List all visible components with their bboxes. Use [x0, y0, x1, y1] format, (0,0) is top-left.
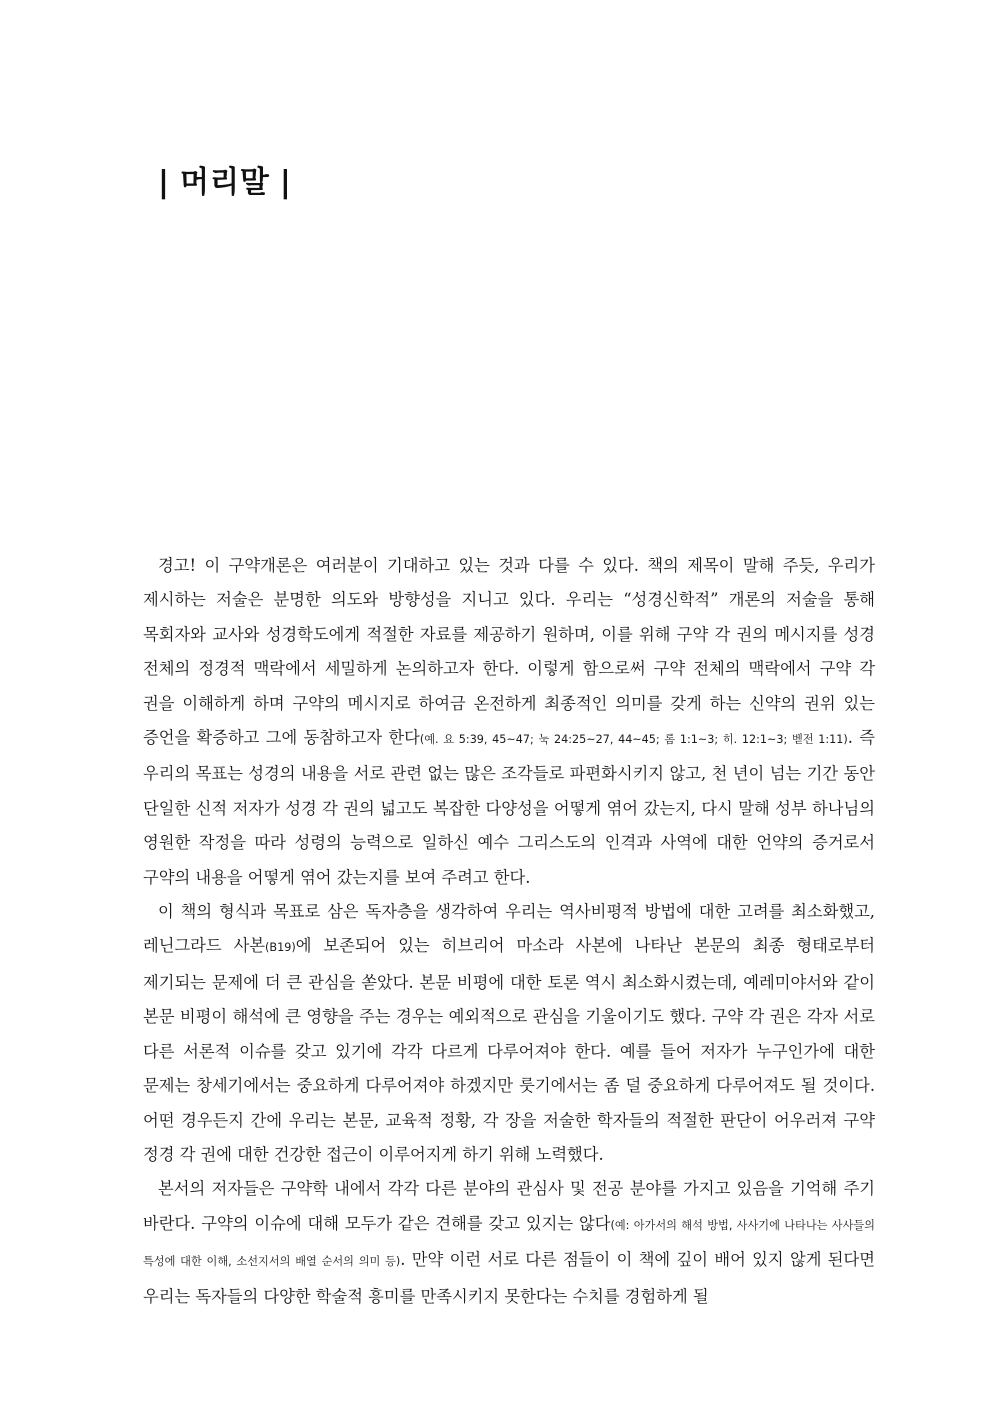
page-title	[158, 163, 292, 203]
paragraph-text: 이 책의 형식과 목표로 삼은 독자층을 생각하여 우리는 역사비평적 방법에 대한 고려를 최소화했고, 레닌그라드 사본	[143, 902, 875, 956]
paragraph-3	[143, 1172, 875, 1314]
manuscript-code: (B19)	[265, 941, 296, 955]
examples-note: (예: 아가서의 해석 방법, 사사기에 나타나는 사사들의 특성에 대한 이해, 소선지서의 배열 순서의 의미 등)	[143, 1218, 875, 1269]
body-text	[143, 549, 875, 1314]
paragraph-text: . 즉 우리의 목표는 성경의 내용을 서로 관련 없는 많은 조각들로 파편화시키지 않고, 천 년이 넘는 기간 동안 단일한 신적 저자가 성경 각 권의 넓고도 복잡한 다양성을 어떻게 엮어 갔는지, 다시 말해 성부 하나님의 영원한 작정을 따라 성령의 능력으로 일하신 예수 그리스도의 인격과 사역에 대한 언약의 증거로서 구약의 내용을 어떻게 엮어 갔는지를 보여 주려고 한다.	[143, 728, 875, 887]
paragraph-text: 에 보존되어 있는 히브리어 마소라 사본에 나타난 본문의 최종 형태로부터 제기되는 문제에 더 큰 관심을 쏟았다. 본문 비평에 대한 토론 역시 최소화시켰는데, 예레미야서와 같이 본문 비평이 해석에 큰 영향을 주는 경우는 예외적으로 관심을 기울이기도 했다. 구약 각 권은 각자 서로 다른 서론적 이슈를 갖고 있기에 각각 다르게 다루어져야 한다. 예를 들어 저자가 누구인가에 대한 문제는 창세기에서는 중요하게 다루어져야 하겠지만 룻기에서는 좀 덜 중요하게 다루어져도 될 것이다. 어떤 경우든지 간에 우리는 본문, 교육적 정황, 각 장을 저술한 학자들의 적절한 판단이 어우러져 구약 정경 각 권에 대한 건강한 접근이 이루어지게 하기 위해 노력했다.	[143, 936, 875, 1164]
paragraph-text: 경고! 이 구약개론은 여러분이 기대하고 있는 것과 다를 수 있다. 책의 제목이 말해 주듯, 우리가 제시하는 저술은 분명한 의도와 방향성을 지니고 있다. 우리는 “성경신학적” 개론의 저술을 통해 목회자와 교사와 성경학도에게 적절한 자료를 제공하기 원하며, 이를 위해 구약 각 권의 메시지를 성경 전체의 정경적 맥락에서 세밀하게 논의하고자 한다. 이렇게 함으로써 구약 전체의 맥락에서 구약 각 권을 이해하게 하며 구약의 메시지로 하여금 온전하게 최종적인 의미를 갖게 하는 신약의 권위 있는 증언을 확증하고 그에 동참하고자 한다	[143, 556, 875, 748]
title-left-bar: |	[158, 165, 170, 200]
title-right-bar: |	[279, 165, 292, 200]
scripture-references: (예. 요 5:39, 45~47; 눅 24:25~27, 44~45; 롬 1:1~3; 히. 12:1~3; 벧전 1:11)	[419, 733, 848, 747]
paragraph-2	[143, 895, 875, 1172]
paragraph-text: 본서의 저자들은 구약학 내에서 각각 다른 분야의 관심사 및 전공 분야를 가지고 있음을 기억해 주기 바란다. 구약의 이슈에 대해 모두가 같은 견해를 갖고 있지는 않다	[143, 1179, 875, 1233]
paragraph-1	[143, 549, 875, 895]
paragraph-text: . 만약 이런 서로 다른 점들이 이 책에 깊이 배어 있지 않게 된다면 우리는 독자들의 다양한 학술적 흥미를 만족시키지 못한다는 수치를 경험하게 될	[143, 1250, 875, 1306]
title-text: 머리말	[179, 165, 270, 200]
